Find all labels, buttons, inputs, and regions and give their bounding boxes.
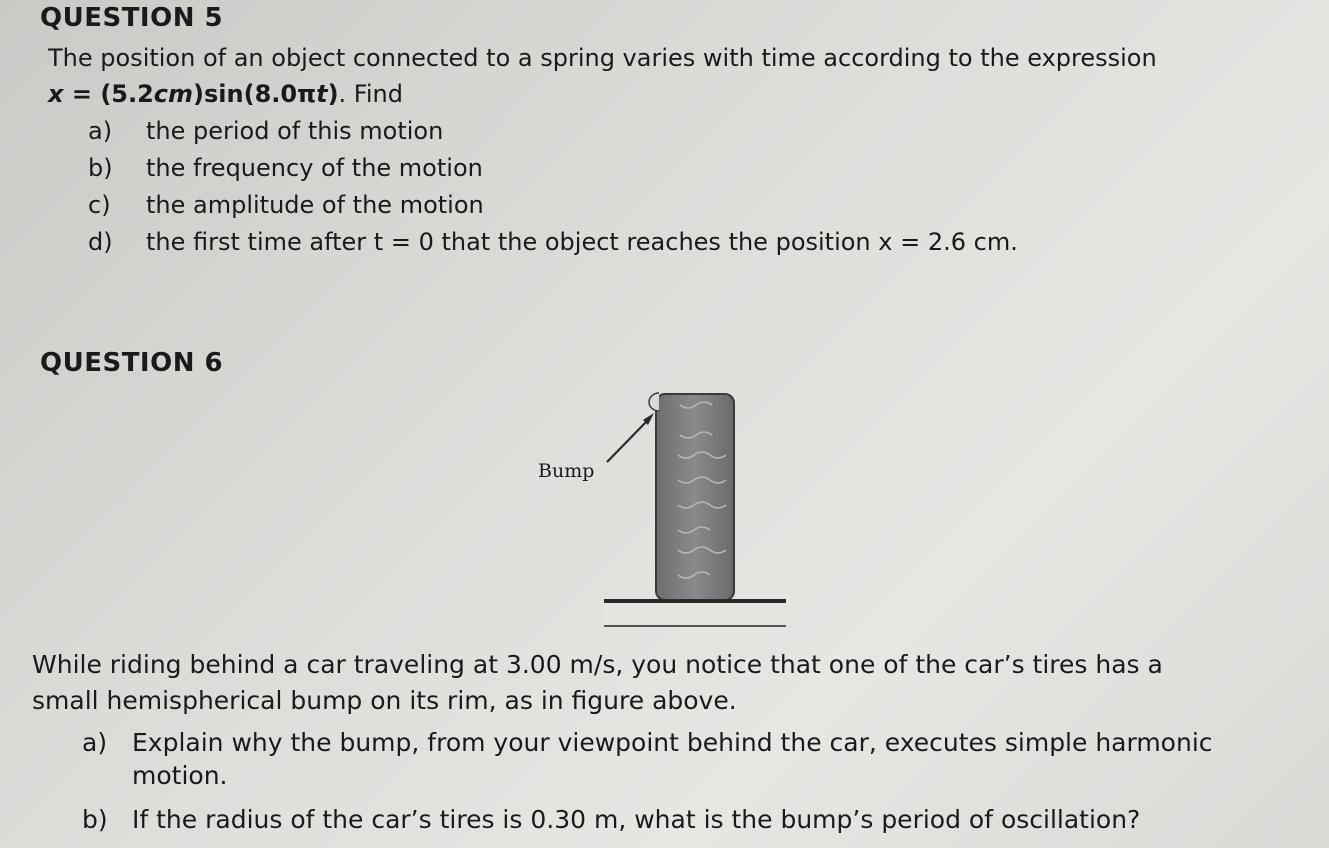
q6-item-b-line1: If the radius of the car’s tires is 0.30 m, what is the bump’s period of oscillation?	[132, 805, 1141, 834]
q6-item-a-label: a)	[82, 728, 108, 757]
expr-x: x	[48, 80, 64, 108]
ground-top	[604, 599, 786, 603]
q6-item-b	[82, 805, 1140, 834]
q5-item-d-label: d)	[88, 228, 113, 256]
q5-item-b-text: the frequency of the motion	[146, 154, 483, 182]
question-5-expression	[48, 80, 403, 108]
expr-cm: cm	[153, 80, 194, 108]
q5-item-c-text: the amplitude of the motion	[146, 191, 484, 219]
q5-item-a-label: a)	[88, 117, 113, 145]
expr-find: . Find	[338, 80, 403, 108]
expr-t: t	[316, 80, 328, 108]
q5-item-b-label: b)	[88, 154, 113, 182]
q5-item-c-label: c)	[88, 191, 111, 219]
q6-item-a-line1: Explain why the bump, from your viewpoint behind the car, executes simple harmonic	[132, 728, 1213, 757]
q6-item-a	[82, 728, 1213, 757]
expr-part-c: )	[327, 80, 339, 108]
q5-item-a-text: the period of this motion	[146, 117, 444, 145]
question-6-heading: QUESTION 6	[40, 348, 224, 378]
bump-shape	[649, 393, 659, 411]
q5-item-b	[88, 154, 483, 182]
ground-bottom	[604, 625, 786, 627]
question-5-intro: The position of an object connected to a spring varies with time according to the expression	[48, 44, 1157, 72]
q6-paragraph-line1: While riding behind a car traveling at 3.00 m/s, you notice that one of the car’s tires has a	[32, 650, 1163, 679]
expr-part-a: (5.2	[100, 80, 154, 108]
q5-item-a	[88, 117, 443, 145]
q6-item-a-line2: motion.	[132, 761, 228, 790]
ground-body	[604, 603, 786, 625]
expr-eq: =	[63, 80, 101, 108]
q5-item-d	[88, 228, 1018, 256]
bump-label: Bump	[538, 460, 595, 482]
q6-paragraph-line2: small hemispherical bump on its rim, as in figure above.	[32, 686, 737, 715]
q6-item-b-label: b)	[82, 805, 108, 834]
q5-item-d-text: the first time after t = 0 that the object reaches the position x = 2.6 cm.	[146, 228, 1018, 256]
expr-part-b: )sin(8.0π	[193, 80, 317, 108]
bump-arrow	[607, 420, 648, 462]
question-5-heading: QUESTION 5	[40, 3, 224, 33]
tire-figure	[530, 385, 800, 635]
tire-body	[656, 394, 734, 600]
q5-item-c	[88, 191, 484, 219]
